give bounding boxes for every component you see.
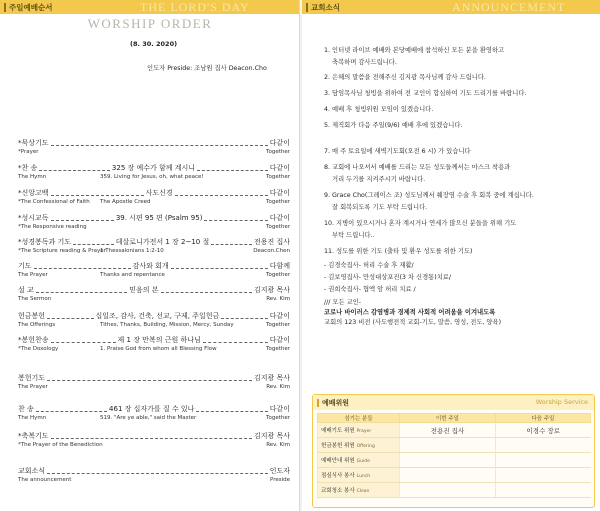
- closing-line: /// 모든 교인-: [324, 299, 361, 306]
- next-week-cell: 이경수 장로: [496, 423, 591, 438]
- this-week-cell: [400, 438, 496, 453]
- order-item: [18, 213, 290, 237]
- order-item-label: 기도: [18, 262, 32, 270]
- leader-dots: [51, 438, 252, 439]
- order-item-content: 39. 시편 95 편 (Psalm 95): [115, 214, 203, 222]
- role-cell: 교회청소 봉사 Clean: [318, 483, 400, 498]
- banner-ghost-title: THE LORD'S DAY: [140, 0, 250, 14]
- order-item-content: 십일조, 감사, 건축, 선교, 구제, 주일헌금: [95, 312, 220, 320]
- order-item-english-leader: Preside: [269, 477, 290, 483]
- order-item-english-leader: Together: [266, 149, 290, 155]
- next-week-cell: [496, 468, 591, 483]
- order-item-leader: 다같이: [269, 312, 291, 320]
- order-item-content: 데살로니가전서 1 장 2~10 절: [115, 238, 210, 246]
- worship-service-box: [312, 394, 595, 508]
- order-item-english-content: 1 Thessalonians 1:2-10: [100, 248, 164, 254]
- leader-dots: [36, 292, 127, 293]
- order-item-english-leader: Deacon.Chen: [253, 248, 290, 254]
- order-item-content: 325 장 예수가 함께 계시니: [111, 164, 196, 172]
- order-item-label: 교회소식: [18, 467, 46, 475]
- leader-dots: [161, 292, 252, 293]
- table-header: 다음 주일: [496, 414, 591, 423]
- banner-ghost-title: ANNOUNCEMENT: [452, 0, 566, 14]
- order-item: [18, 188, 290, 212]
- leader-dots: [34, 268, 131, 269]
- this-week-cell: [400, 468, 496, 483]
- worship-order-banner: [0, 0, 299, 14]
- leader-dots: [47, 473, 268, 474]
- order-item-english: *The Confessional of Faith: [18, 199, 90, 205]
- this-week-cell: [400, 483, 496, 498]
- leader-dots: [73, 244, 114, 245]
- order-item-english: The Prayer: [18, 272, 48, 278]
- service-table: [317, 413, 591, 498]
- service-date: (8. 30. 2020): [130, 40, 178, 48]
- leader-dots: [196, 411, 267, 412]
- table-row: [318, 438, 591, 453]
- order-item-label: 설 교: [18, 286, 34, 294]
- role-cell: 점심식사 봉사 Lunch: [318, 468, 400, 483]
- banner-bar-icon: [306, 3, 308, 12]
- order-item-content: 믿음의 본: [129, 286, 159, 294]
- page-title: WORSHIP ORDER: [87, 16, 213, 31]
- order-item-english: *The Doxology: [18, 346, 59, 352]
- order-item-english-leader: Together: [266, 199, 290, 205]
- order-item-english-content: 1. Praise God from whom all Blessing Flow: [100, 346, 217, 352]
- announcement-item: - 권희숙집사- 협액 암 허리 치료 /: [324, 286, 416, 293]
- announcement-item: 7. 매 주 토요일에 새벽기도회(오전 6 시) 가 있습니다: [324, 148, 471, 155]
- table-row: [318, 468, 591, 483]
- banner-label: 교회소식: [311, 2, 340, 12]
- order-item-english-leader: Rev. Kim: [266, 384, 290, 390]
- announcement-item: 잘 회복되도록 기도 부탁 드립니다.: [332, 204, 428, 211]
- order-item: [18, 335, 290, 359]
- order-item-english: *The Scripture reading & Prayer: [18, 248, 106, 254]
- announcement-item: 3. 담임목사님 청빙을 위하여 전 교인이 합심하여 기도 드리기를 바랍니다.: [324, 90, 527, 97]
- leader-dots: [211, 244, 252, 245]
- order-item-english-leader: Rev. Kim: [266, 442, 290, 448]
- preside-line: 인도자 Preside: 조남원 집사 Deacon.Cho: [147, 65, 267, 72]
- order-item: [18, 404, 290, 428]
- order-item-leader: 다같이: [269, 336, 290, 344]
- order-item-english-leader: Rev. Kim: [266, 296, 290, 302]
- closing-line: 코로나 바이러스 감염병과 경제적 사회적 어려움을 이겨내도록: [324, 309, 496, 316]
- next-week-cell: [496, 483, 591, 498]
- banner-bar-icon: [4, 3, 6, 12]
- announcement-item: 4. 예배 후 청빙위원 모임이 있겠습니다.: [324, 106, 434, 113]
- order-item-english: The Hymn: [18, 174, 47, 180]
- order-item: [18, 261, 290, 285]
- leader-dots: [36, 411, 107, 412]
- leader-dots: [204, 220, 267, 221]
- leader-dots: [51, 195, 144, 196]
- table-row: [318, 483, 591, 498]
- leader-dots: [51, 145, 268, 146]
- announcement-item: 거리 두기를 지켜주시기 바랍니다.: [332, 176, 426, 183]
- announcement-item: 5. 제직회가 다음 주일(9/6) 예배 후에 있겠습니다.: [324, 122, 463, 129]
- service-title-en: Worship Service: [535, 398, 588, 406]
- leader-dots: [203, 342, 268, 343]
- order-item: [18, 163, 290, 187]
- order-item: [18, 311, 290, 335]
- order-item-label: *찬 송: [18, 164, 38, 172]
- next-week-cell: [496, 453, 591, 468]
- order-item-leader: 인도자: [269, 467, 290, 475]
- order-item-content: 감사와 회개: [132, 262, 169, 270]
- order-item-english: *Prayer: [18, 149, 39, 155]
- leader-dots: [51, 220, 114, 221]
- next-week-cell: [496, 438, 591, 453]
- leader-dots: [221, 318, 267, 319]
- announcement-item: 2. 은혜의 말씀을 전해주신 김지광 목사님께 감사 드립니다.: [324, 74, 486, 81]
- order-item-english: *The Prayer of the Benediction: [18, 442, 103, 448]
- leader-dots: [171, 268, 268, 269]
- announcement-item: 10. 지병이 있으시거나 혼자 계시거나 연세가 많으신 분들을 위해 기도: [324, 220, 517, 227]
- order-item-label: *성시교독: [18, 214, 49, 222]
- leader-dots: [51, 342, 116, 343]
- order-item-english: The Hymn: [18, 415, 47, 421]
- order-item-english: *The Responsive reading: [18, 224, 87, 230]
- order-item: [18, 138, 290, 162]
- order-item-english-leader: Together: [266, 174, 290, 180]
- order-item-english-leader: Together: [266, 415, 290, 421]
- leader-dots: [47, 318, 93, 319]
- announcement-item: 축복하며 감사드립니다.: [332, 59, 397, 66]
- order-item-english-content: 359. Living for Jesus, oh, what peace!: [100, 174, 204, 180]
- order-item-english: The announcement: [18, 477, 72, 483]
- order-item-label: *봉헌찬송: [18, 336, 49, 344]
- order-item: [18, 285, 290, 309]
- order-item-leader: 전용진 집사: [253, 238, 290, 246]
- role-cell: 예배기도 위원 Prayer: [318, 423, 400, 438]
- order-item: [18, 466, 290, 490]
- order-item-english-content: Thanks and repentance: [100, 272, 165, 278]
- role-cell: 헌금봉헌 위원 Offering: [318, 438, 400, 453]
- order-item: [18, 373, 290, 397]
- order-item-label: *축복기도: [18, 432, 49, 440]
- order-item-english: The Prayer: [18, 384, 48, 390]
- order-item-content: 461 장 십자가를 질 수 있나: [109, 405, 195, 413]
- order-item-label: *성경봉독과 기도: [18, 238, 72, 246]
- announcement-item: 8. 교회에 나오셔서 예배를 드리는 모든 성도들께서는 마스크 착용과: [324, 164, 511, 171]
- leader-dots: [175, 195, 268, 196]
- order-item-leader: 다함께: [269, 262, 290, 270]
- order-item-label: 찬 송: [18, 405, 34, 413]
- order-item-leader: 다같이: [269, 139, 290, 147]
- order-item-label: *묵상기도: [18, 139, 49, 147]
- table-row: [318, 453, 591, 468]
- order-item-content: 사도신경: [145, 189, 173, 197]
- table-header: 섬기는 분들: [318, 414, 400, 423]
- order-item-english-leader: Together: [266, 346, 290, 352]
- announcement-item: 9. Grace Cho(그레이스 조) 성도님께서 췌장염 수술 후 회복 중에 계십니다.: [324, 192, 534, 199]
- announcement-item: 부탁 드립니다..: [332, 232, 375, 239]
- prayer-closing: [324, 298, 501, 328]
- leader-dots: [197, 170, 268, 171]
- announcement-banner: [302, 0, 600, 14]
- this-week-cell: [400, 453, 496, 468]
- order-item-label: 헌금봉헌: [18, 312, 46, 320]
- order-item-english-leader: Together: [266, 224, 290, 230]
- role-cell: 예배안내 위원 Guide: [318, 453, 400, 468]
- announcement-item: 11. 성도를 위한 기도 (출타 및 환우 성도를 위한 기도): [324, 248, 473, 255]
- order-item-english-leader: Together: [266, 272, 290, 278]
- order-item-leader: 김지광 목사: [253, 432, 290, 440]
- order-item-english-content: 519. "Are ye able," said the Master: [100, 415, 197, 421]
- service-title: 예배위원: [322, 398, 350, 407]
- order-item-label: *신앙고백: [18, 189, 49, 197]
- leader-dots: [39, 170, 110, 171]
- leader-dots: [47, 380, 252, 381]
- table-header: 이번 주일: [400, 414, 496, 423]
- order-item-leader: 다같이: [269, 164, 291, 172]
- announcement-item: 1. 인터넷 라이브 예배와 본당예배에 참석하신 모든 분을 환영하고: [324, 47, 505, 54]
- order-item-content: 제 1 장 만복의 근원 하나님: [117, 336, 201, 344]
- order-item-english-content: The Apostle Creed: [100, 199, 151, 205]
- order-item-leader: 다같이: [269, 405, 290, 413]
- order-item-english: The Offerings: [18, 322, 56, 328]
- service-bar-icon: [317, 399, 319, 407]
- table-row: [318, 423, 591, 438]
- announcement-item: - 김보영집사- 만성대상포진(3 차 신경통)치료/: [324, 274, 451, 281]
- order-item-label: 봉헌기도: [18, 374, 46, 382]
- order-item-english: The Sermon: [18, 296, 52, 302]
- order-item-english-leader: Together: [266, 322, 290, 328]
- order-item-english-content: Tithes, Thanks, Building, Mission, Mercy, Sunday: [100, 322, 234, 328]
- closing-line: 교회의 123 비전 (사도행전적 교회-기도, 말씀, 영성, 전도, 양육): [324, 319, 502, 326]
- order-item: [18, 237, 290, 261]
- announcement-item: - 김경숙집사- 허리 수술 후 재활/: [324, 262, 414, 269]
- this-week-cell: 전용진 집사: [400, 423, 496, 438]
- banner-label: 주일예배순서: [9, 2, 53, 12]
- order-item-leader: 다같이: [269, 214, 291, 222]
- order-item-leader: 김지광 목사: [253, 374, 290, 382]
- announcement-page: [302, 0, 600, 511]
- order-item: [18, 431, 290, 455]
- order-item-leader: 다같이: [269, 189, 291, 197]
- order-item-leader: 김지광 목사: [253, 286, 291, 294]
